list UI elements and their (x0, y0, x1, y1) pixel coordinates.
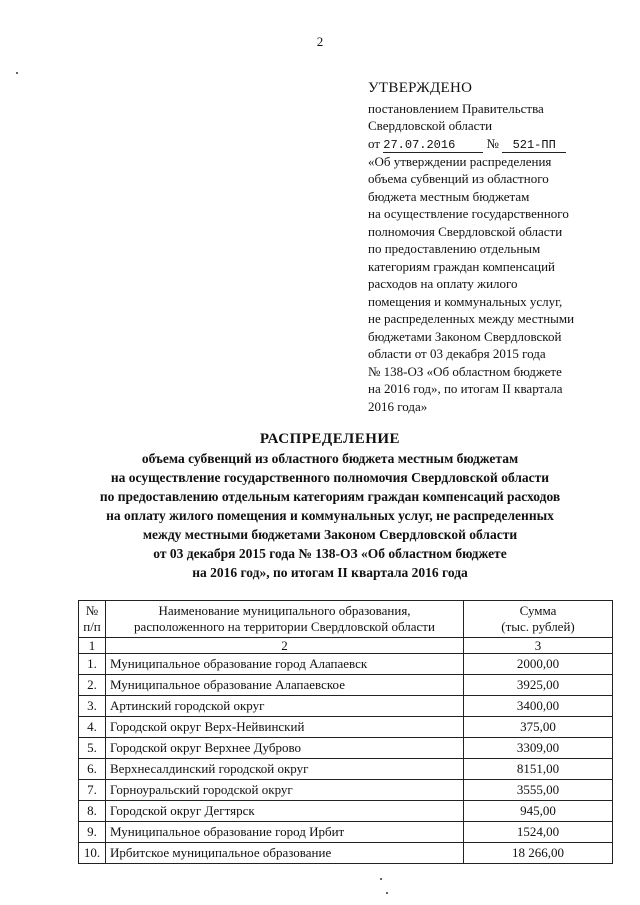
subsidy-amount: 3309,00 (464, 738, 613, 759)
heading-line: от 03 декабря 2015 года № 138-ОЗ «Об областном бюджете (153, 546, 507, 561)
column-index: 3 (464, 638, 613, 654)
table-row (79, 780, 613, 801)
row-number: 7. (79, 780, 106, 801)
decree-title-line: расходов на оплату жилого (368, 276, 518, 291)
decree-title-line: бюджета местным бюджетам (368, 188, 530, 204)
decree-title-line: «Об утверждении распределения (368, 153, 552, 169)
decree-title-line: помещения и коммунальных услуг, (368, 293, 563, 309)
row-number: 6. (79, 759, 106, 780)
heading-line: объема субвенций из областного бюджета местным бюджетам (141, 451, 519, 466)
scan-speck (380, 878, 382, 880)
municipality-name: Артинский городской округ (106, 696, 464, 717)
row-number: 9. (79, 822, 106, 843)
subsidy-amount: 3555,00 (464, 780, 613, 801)
subsidy-amount: 945,00 (464, 801, 613, 822)
row-number: 2. (79, 675, 106, 696)
municipality-name: Городской округ Верхнее Дуброво (106, 738, 464, 759)
decree-title-line: категориям граждан компенсаций (368, 258, 555, 274)
table-row (79, 759, 613, 780)
heading-line: на осуществление государственного полномочия Свердловской области (110, 470, 550, 485)
header-name (106, 601, 464, 638)
date-prefix: от (368, 135, 381, 151)
heading-line: по предоставлению отдельным категориям граждан компенсаций расходов (99, 489, 561, 504)
header-text: Сумма (519, 603, 557, 618)
row-number: 10. (79, 843, 106, 864)
decree-number: 521-ПП (502, 138, 566, 153)
decree-title-line: объема субвенций из областного (368, 171, 549, 186)
row-number: 5. (79, 738, 106, 759)
column-index: 1 (79, 638, 106, 654)
subsidy-amount: 3925,00 (464, 675, 613, 696)
table-row (79, 801, 613, 822)
decree-title-line: по предоставлению отдельным (368, 241, 541, 256)
municipality-name: Ирбитское муниципальное образование (106, 843, 464, 864)
decree-title-line: № 138-ОЗ «Об областном бюджете (368, 363, 562, 379)
municipality-name: Городской округ Верх-Нейвинский (106, 717, 464, 738)
subsidy-amount: 2000,00 (464, 654, 613, 675)
subsidy-amount: 8151,00 (464, 759, 613, 780)
header-number (79, 601, 106, 638)
header-text: Наименование муниципального образования, (158, 603, 411, 618)
subsidy-amount: 3400,00 (464, 696, 613, 717)
subsidy-amount: 1524,00 (464, 822, 613, 843)
page-number: 2 (316, 34, 324, 49)
approval-date-line (368, 135, 630, 153)
approval-line: Свердловской области (368, 118, 493, 133)
header-text: п/п (83, 619, 101, 634)
heading-line: на 2016 год», по итогам II квартала 2016 года (192, 565, 468, 580)
municipality-name: Городской округ Дегтярск (106, 801, 464, 822)
subsidy-amount: 375,00 (464, 717, 613, 738)
heading-line: на оплату жилого помещения и коммунальных услуг, не распределенных (106, 508, 554, 523)
decree-title-line: области от 03 декабря 2015 года (368, 346, 546, 361)
heading-title: РАСПРЕДЕЛЕНИЕ (259, 431, 401, 447)
municipality-name: Муниципальное образование город Ирбит (106, 822, 464, 843)
table-row (79, 675, 613, 696)
heading-line: между местными бюджетами Законом Свердловской области (142, 527, 518, 542)
table-row (79, 696, 613, 717)
decree-title-line: бюджетами Законом Свердловской (368, 328, 562, 344)
municipality-name: Муниципальное образование Алапаевское (106, 675, 464, 696)
column-index: 2 (106, 638, 464, 654)
table-row (79, 822, 613, 843)
distribution-table (78, 600, 613, 864)
approval-title: УТВЕРЖДЕНО (368, 80, 473, 96)
row-number: 8. (79, 801, 106, 822)
header-text: № (85, 603, 99, 618)
header-text: (тыс. рублей) (501, 619, 575, 634)
decree-title-line: на 2016 год», по итогам II квартала (368, 381, 563, 396)
decree-title-line: на осуществление государственного (368, 206, 569, 221)
header-sum (464, 601, 613, 638)
document-heading (60, 430, 600, 582)
row-number: 3. (79, 696, 106, 717)
row-number: 4. (79, 717, 106, 738)
number-prefix: № (486, 135, 499, 151)
municipality-name: Муниципальное образование город Алапаевск (106, 654, 464, 675)
header-text: расположенного на территории Свердловской области (134, 619, 435, 634)
table-row (79, 843, 613, 864)
municipality-name: Горноуральский городской округ (106, 780, 464, 801)
decree-title-line: не распределенных между местными (368, 311, 575, 326)
subsidy-amount: 18 266,00 (464, 843, 613, 864)
table-header-row (79, 601, 613, 638)
municipality-name: Верхнесалдинский городской округ (106, 759, 464, 780)
decree-title-line: 2016 года» (368, 398, 428, 414)
table-row (79, 717, 613, 738)
scan-speck (16, 72, 18, 74)
table-row (79, 654, 613, 675)
column-index-row (79, 638, 613, 654)
row-number: 1. (79, 654, 106, 675)
approval-block (368, 80, 630, 415)
scan-speck (386, 892, 388, 894)
table-row (79, 738, 613, 759)
decree-title-line: полномочия Свердловской области (368, 223, 563, 239)
approval-line: постановлением Правительства (368, 100, 544, 116)
decree-date: 27.07.2016 (383, 138, 483, 153)
